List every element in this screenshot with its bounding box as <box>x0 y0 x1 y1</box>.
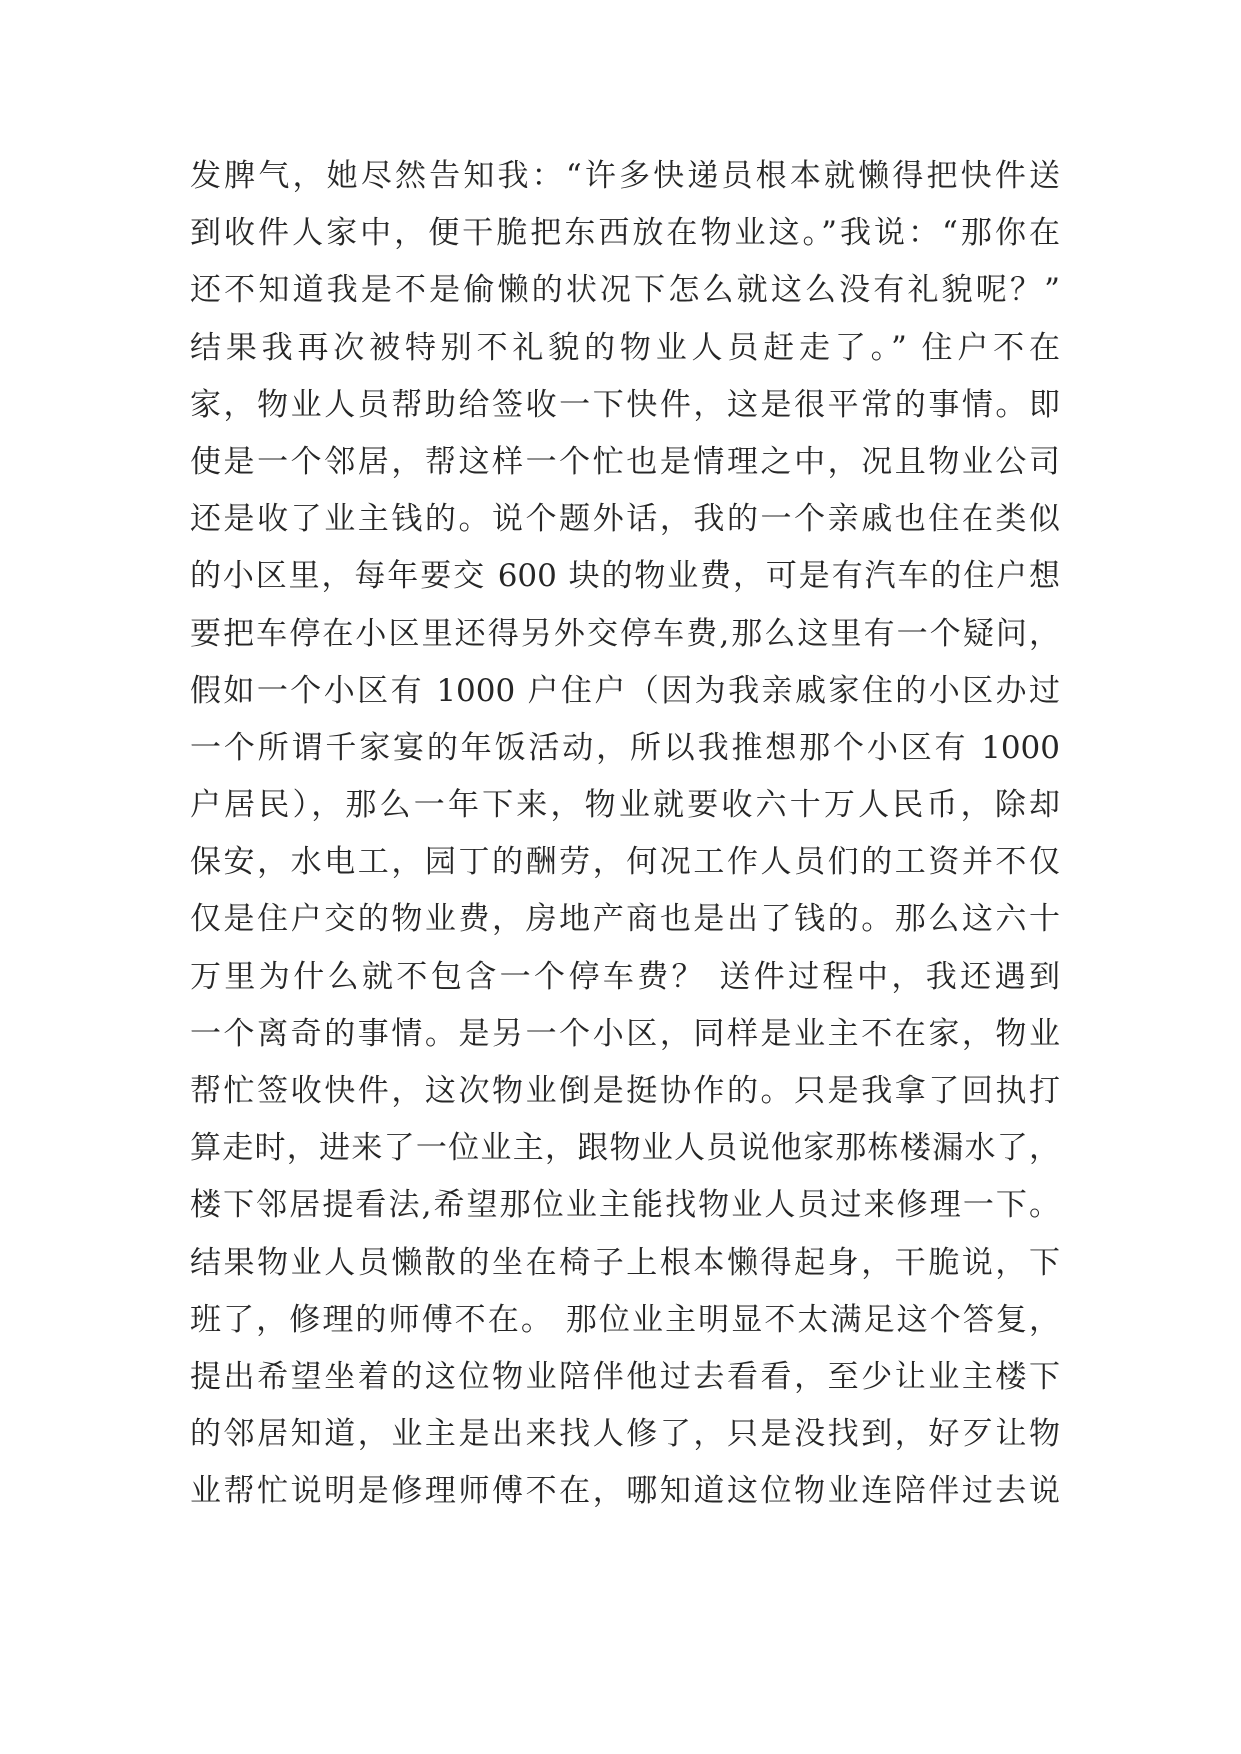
text-line: 假如一个小区有 1000 户住户（因为我亲戚家住的小区办过 <box>190 672 1060 709</box>
text-line: 结果物业人员懒散的坐在椅子上根本懒得起身，干脆说，下 <box>190 1244 1060 1281</box>
text-line: 算走时，进来了一位业主，跟物业人员说他家那栋楼漏水了， <box>190 1130 1060 1167</box>
text-line: 发脾气，她尽然告知我：“许多快递员根本就懒得把快件送 <box>190 158 1060 194</box>
text-line: 要把车停在小区里还得另外交停车费,那么这里有一个疑问， <box>190 615 1060 652</box>
text-line: 的邻居知道，业主是出来找人修了，只是没找到，好歹让物 <box>190 1416 1060 1453</box>
text-line: 一个离奇的事情。是另一个小区，同样是业主不在家，物业 <box>190 1015 1060 1052</box>
text-line: 户居民），那么一年下来，物业就要收六十万人民币，除却 <box>190 787 1060 824</box>
text-line: 一个所谓千家宴的年饭活动，所以我推想那个小区有 1000 <box>190 729 1060 766</box>
text-line: 仅是住户交的物业费，房地产商也是出了钱的。那么这六十 <box>190 901 1060 938</box>
text-line: 提出希望坐着的这位物业陪伴他过去看看，至少让业主楼下 <box>190 1358 1060 1395</box>
text-line: 的小区里，每年要交 600 块的物业费，可是有汽车的住户想 <box>190 558 1060 595</box>
text-line: 楼下邻居提看法,希望那位业主能找物业人员过来修理一下。 <box>190 1187 1060 1224</box>
body-text <box>190 148 1060 1521</box>
text-line: 使是一个邻居，帮这样一个忙也是情理之中，况且物业公司 <box>190 443 1060 480</box>
text-line: 结果我再次被特别不礼貌的物业人员赶走了。” 住户不在 <box>190 329 1060 366</box>
text-line: 还是收了业主钱的。说个题外话，我的一个亲戚也住在类似 <box>190 501 1060 538</box>
text-line: 帮忙签收快件，这次物业倒是挺协作的。只是我拿了回执打 <box>190 1073 1060 1109</box>
text-line: 家，物业人员帮助给签收一下快件，这是很平常的事情。即 <box>190 386 1060 423</box>
text-line: 万里为什么就不包含一个停车费？ 送件过程中，我还遇到 <box>190 958 1060 995</box>
text-line: 到收件人家中，便干脆把东西放在物业这。”我说：“那你在 <box>190 215 1060 252</box>
text-line: 业帮忙说明是修理师傅不在，哪知道这位物业连陪伴过去说 <box>190 1473 1060 1510</box>
text-line: 班了，修理的师傅不在。 那位业主明显不太满足这个答复， <box>190 1301 1060 1338</box>
text-line: 保安，水电工，园丁的酬劳，何况工作人员们的工资并不仅 <box>190 844 1060 881</box>
text-line: 还不知道我是不是偷懒的状况下怎么就这么没有礼貌呢？” <box>190 272 1060 309</box>
